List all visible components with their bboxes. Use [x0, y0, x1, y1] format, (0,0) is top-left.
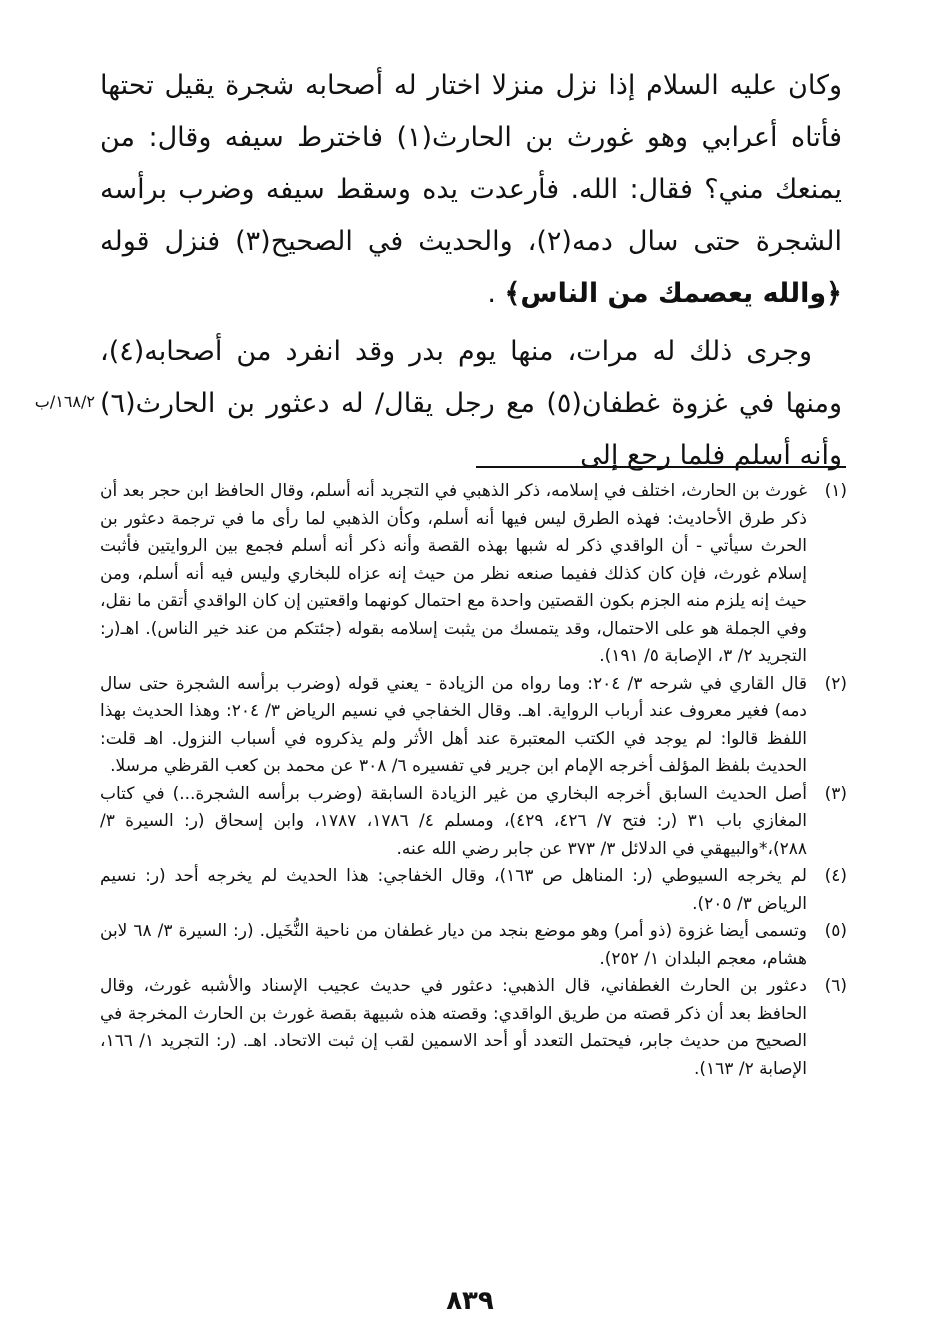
footnote-number: (١)	[824, 481, 847, 501]
quran-quote: ﴿والله يعصمك من الناس﴾	[504, 278, 842, 309]
footnote-5	[100, 918, 847, 973]
footnote-text: لم يخرجه السيوطي (ر: المناهل ص ١٦٣)، وقال الخفاجي: هذا الحديث لم يخرجه أحد (ر: نسيم الرياض ٣/ ٢٠٥).	[100, 866, 807, 914]
footnote-text: غورث بن الحارث، اختلف في إسلامه، ذكر الذهبي في التجريد أنه أسلم، وقال الحافظ ابن حجر بعد أن ذكر طرق الأحاديث: فهذه الطرق ليس فيها أنه أسلم، وكأن الذهبي لما رأى ما في ترجمة دعثور بن الحرث سيأتي - أن الواقدي ذكر له شبها بهذه القصة وأنه ذكر أنه أسلم فجمع بين الروايتين فأثبت إسلام غورث، فإن كان كذلك ففيما صنعه نظر من حيث إنه عزاه للبخاري وليس فيه أنه أسلم، ومن حيث إنه يلزم منه الجزم بكون القصتين واحدة مع احتمال كونهما واقعتين إن كان الواقدي أتقن ما نقل، وفي الجملة هو على الاحتمال، وقد يتمسك من يثبت إسلامه بقوله (جئتكم من عند خير الناس). اهـ(ر: التجريد ٢/ ٣، الإصابة ٥/ ١٩١).	[100, 481, 807, 666]
footnotes	[100, 478, 847, 1083]
footnote-text: قال القاري في شرحه ٣/ ٢٠٤: وما رواه من الزيادة - يعني قوله (وضرب برأسه الشجرة حتى سال دمه) فغير معروف عند أرباب الرواية. اهـ. وقال الخفاجي في نسيم الرياض ٣/ ٢٠٤: وهذا الحديث بهذا اللفظ قالوا: لم يوجد في الكتب المعتبرة عند أهل الأثر ولم يذكروه في أسباب النزول. اهـ قلت: الحديث بلفظ المؤلف أخرجه الإمام ابن جرير في تفسيره ٦/ ٣٠٨ عن محمد بن كعب القرظي مرسلا.	[100, 673, 808, 776]
footnote-separator	[476, 466, 846, 468]
paragraph-1-text: وكان عليه السلام إذا نزل منزلا اختار له أصحابه شجرة يقيل تحتها فأتاه أعرابي وهو غورث بن الحارث(١) فاخترط سيفه وقال: من يمنعك مني؟ فقال: الله. فأرعدت يده وسقط سيفه وضرب برأسه الشجرة حتى سال دمه(٢)، والحديث في الصحيح(٣) فنزل قوله	[100, 70, 843, 257]
footnote-number: (٥)	[824, 921, 847, 941]
paragraph-2-text: وجرى ذلك له مرات، منها يوم بدر وقد انفرد من أصحابه(٤)، ومنها في غزوة غطفان(٥) مع رجل يقال/ له دعثور بن الحارث(٦) وأنه أسلم فلما رجع إلى	[100, 336, 842, 471]
main-text	[100, 60, 842, 482]
footnote-text: دعثور بن الحارث الغطفاني، قال الذهبي: دعثور في حديث عجيب الإسناد والأشبه غورث، وقال الحافظ بعد أن ذكر قصته من طريق الواقدي: وقصته هذه شبيهة بقصة غورث بن الحارث المخرجة في الصحيح من حديث جابر، فيحتمل التعدد أو أحد الاسمين لقب إن ثبت الاتحاد. اهـ. (ر: التجريد ١/ ١٦٦، الإصابة ٢/ ١٦٣).	[100, 976, 807, 1079]
footnote-2	[100, 671, 847, 781]
margin-folio-note: ١٦٨/٢/ب	[34, 392, 95, 411]
footnote-number: (٤)	[824, 866, 847, 886]
footnote-text: وتسمى أيضا غزوة (ذو أمر) وهو موضع بنجد من ديار غطفان من ناحية النُّخَيل. (ر: السيرة ٣/ ٦٨ لابن هشام، معجم البلدان ١/ ٢٥٢).	[100, 921, 807, 969]
footnote-6	[100, 973, 847, 1083]
main-paragraph-1	[100, 60, 842, 320]
footnote-number: (٦)	[824, 976, 847, 996]
footnote-number: (٢)	[824, 673, 847, 694]
main-paragraph-2	[100, 326, 842, 482]
footnote-number: (٣)	[824, 783, 847, 804]
footnote-1	[100, 478, 847, 671]
page-number: ٨٣٩	[446, 1286, 494, 1316]
footnote-4	[100, 863, 847, 918]
paragraph-1-end: .	[487, 278, 496, 309]
footnote-3	[100, 781, 847, 864]
footnote-text: أصل الحديث السابق أخرجه البخاري من غير الزيادة السابقة (وضرب برأسه الشجرة...) في كتاب المغازي باب ٣١ (ر: فتح ٧/ ٤٢٦، ٤٢٩)، ومسلم ٤/ ١٧٨٦، ١٧٨٧، وابن إسحاق (ر: السيرة ٣/ ٢٨٨)،*والبيهقي في الدلائل ٣/ ٣٧٣ عن جابر رضي الله عنه.	[100, 783, 807, 859]
